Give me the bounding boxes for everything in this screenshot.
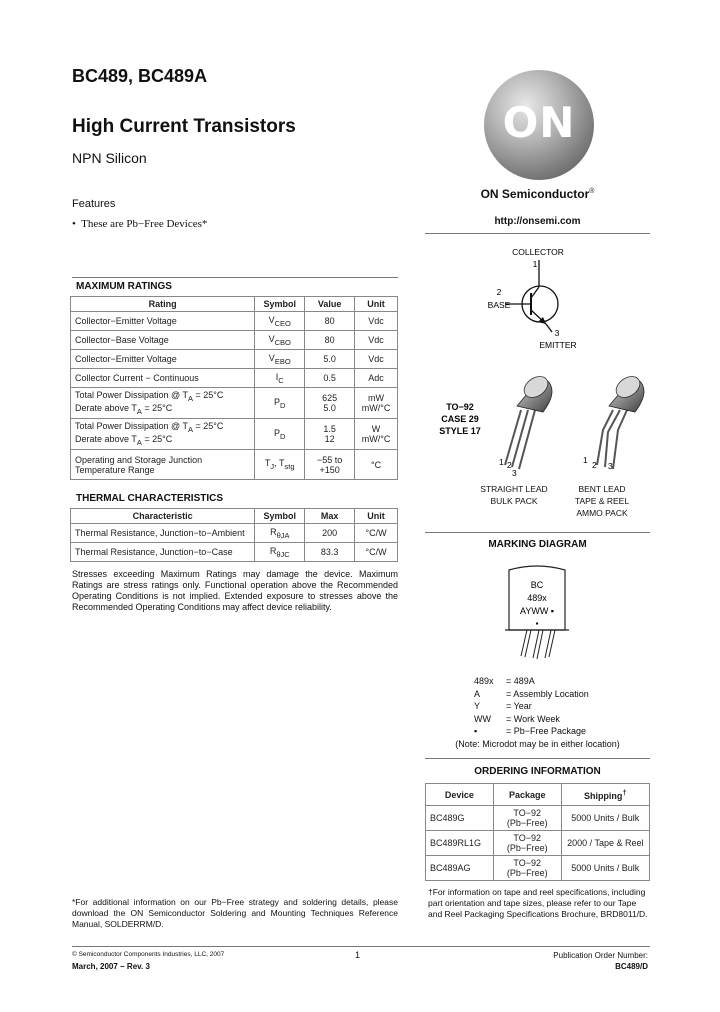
col-header: Rating [71,297,255,312]
symbol-cell: $R_{\theta JC}$ [255,543,305,562]
marking-line: AYWW ▪ [519,606,555,616]
col-header: Unit [355,297,398,312]
case-line: STYLE 17 [439,426,481,436]
max-cell: 200 [305,524,355,543]
table-row [71,331,398,350]
revision-date: March, 2007 − Rev. 3 [72,962,150,971]
table-row [71,450,398,480]
legend-row: A = Assembly Location [474,688,589,699]
col-header: Symbol [255,297,305,312]
emitter-label: EMITTER [539,340,577,350]
symbol-cell: $P_D$ [255,388,305,419]
char-cell: Thermal Resistance, Junction−to−Ambient [71,524,255,543]
rating-cell: Collector−Emitter Voltage [71,350,255,369]
thermal-title: THERMAL CHARACTERISTICS [76,493,224,504]
unit-cell: Vdc [355,350,398,369]
package-cell: TO−92 (Pb−Free) [493,856,561,881]
marking-line: ▪ [535,619,539,628]
subtitle: NPN Silicon [72,150,147,166]
divider [72,277,398,278]
unit-cell: °C [355,450,398,480]
col-header: Device [426,784,494,806]
shipping-cell: 2000 / Tape & Reel [561,831,649,856]
col-header: Unit [355,509,398,524]
rating-cell: Collector−Emitter Voltage [71,312,255,331]
transistor-schematic [425,240,650,355]
main-title: High Current Transistors [72,116,296,137]
table-header-row [71,297,398,312]
device-cell: BC489RL1G [426,831,494,856]
bent-lead-package [597,372,644,469]
marking-legend [474,675,654,738]
value-cell: 1.5 12 [305,419,355,450]
pin-label: 2 [507,460,512,470]
ordering-table [425,783,650,881]
rating-cell: Collector Current − Continuous [71,369,255,388]
unit-cell: Vdc [355,312,398,331]
symbol-cell: $P_D$ [255,419,305,450]
table-header-row [426,784,650,806]
company-text: ON Semiconductor [480,187,590,201]
symbol-cell: $I_C$ [255,369,305,388]
logo-text: ON [502,98,576,147]
case-line: TO−92 [446,402,474,412]
package-cell: TO−92 (Pb−Free) [493,831,561,856]
trademark-symbol: ® [589,188,595,195]
col-header: Max [305,509,355,524]
thermal-table [70,508,398,562]
legend-row: Y = Year [474,701,532,712]
unit-cell: °C/W [355,524,398,543]
feature-item: • These are Pb−Free Devices* [72,218,208,230]
rating-cell: Operating and Storage Junction Temperature Range [71,450,255,480]
table-row [426,806,650,831]
bent-lead-label: BENT LEAD TAPE & REEL AMMO PACK [574,484,630,518]
pin-label: 1 [583,455,588,465]
rating-cell: Collector−Base Voltage [71,331,255,350]
copyright: © Semiconductor Components Industries, LLC, 2007 [72,951,225,958]
feature-text: These are Pb−Free Devices* [81,218,208,230]
table-row [71,543,398,562]
collector-line [531,287,539,298]
marking-title: MARKING DIAGRAM [488,539,587,550]
on-logo-icon [484,70,594,180]
max-ratings-title: MAXIMUM RATINGS [76,281,172,292]
value-cell: 80 [305,312,355,331]
company-name [425,187,650,201]
pbfree-footnote: *For additional information on our Pb−Free strategy and soldering details, please download the ON Semiconductor Soldering and Mounting Techniques Reference Manual, SOLDERRM/D. [72,897,398,929]
pin1-label: 1 [532,259,538,269]
unit-cell: °C/W [355,543,398,562]
unit-cell: mW mW/°C [355,388,398,419]
marking-line: BC [530,580,544,590]
publication-number: BC489/D [615,962,648,971]
symbol-cell: $V_{CEO}$ [255,312,305,331]
pin-label: 3 [512,468,517,478]
publication-label: Publication Order Number: [553,951,648,960]
symbol-cell: $R_{\theta JA}$ [255,524,305,543]
marking-diagram [495,564,585,664]
col-header: Package [493,784,561,806]
tape-reel-footnote: †For information on tape and reel specifications, including part orientation and tape sizes, please refer to our Tape and Reel Packaging Specifications Brochure, BRD8011/D. [428,887,648,919]
char-cell: Thermal Resistance, Junction−to−Case [71,543,255,562]
col-header: Value [305,297,355,312]
value-cell: 625 5.0 [305,388,355,419]
pin3-label: 3 [554,328,560,338]
unit-cell: Adc [355,369,398,388]
package-drawings [425,368,650,478]
value-cell: 80 [305,331,355,350]
collector-label: COLLECTOR [512,247,564,257]
legend-row: ▪ = Pb−Free Package [474,726,587,737]
divider [425,532,650,533]
company-url[interactable]: http://onsemi.com [494,216,581,227]
device-cell: BC489G [426,806,494,831]
symbol-cell: $V_{EBO}$ [255,350,305,369]
divider [425,758,650,759]
legend-row: WW = Work Week [474,713,560,724]
shipping-cell: 5000 Units / Bulk [561,856,649,881]
legend-row: 489x = 489A [474,676,535,686]
table-row [71,369,398,388]
table-row [71,524,398,543]
rating-cell: Total Power Dissipation @ $T_A = 25^\circ C$ Derate above $T_A = 25^\circ C$ [71,419,255,450]
symbol-cell: $T_J$, $T_{stg}$ [255,450,305,480]
pin-label: 3 [608,461,613,471]
symbol-cell: $V_{CBO}$ [255,331,305,350]
package-cell: TO−92 (Pb−Free) [493,806,561,831]
value-cell: 5.0 [305,350,355,369]
max-cell: 83.3 [305,543,355,562]
table-row [426,856,650,881]
table-row [71,312,398,331]
table-row [71,350,398,369]
straight-lead-label: STRAIGHT LEAD BULK PACK [480,484,548,506]
divider [425,233,650,234]
table-row [71,419,398,450]
table-row [426,831,650,856]
unit-cell: Vdc [355,331,398,350]
col-header: Shipping† [561,784,649,806]
table-row [71,388,398,419]
device-cell: BC489AG [426,856,494,881]
col-header: Characteristic [71,509,255,524]
emitter-lead [546,324,552,332]
page-number: 1 [355,950,361,960]
col-header: Symbol [255,509,305,524]
ordering-title: ORDERING INFORMATION [474,766,601,777]
pin-label: 1 [499,457,504,467]
value-cell: −55 to +150 [305,450,355,480]
value-cell: 0.5 [305,369,355,388]
unit-cell: W mW/°C [355,419,398,450]
footer-divider [72,946,650,947]
rating-cell: Total Power Dissipation @ $T_A = 25^\circ C$ Derate above $T_A = 25^\circ C$ [71,388,255,419]
marking-note: (Note: Microdot may be in either location) [455,739,620,749]
base-label: BASE [487,300,511,310]
part-title: BC489, BC489A [72,66,208,86]
pin-label: 2 [592,460,597,470]
pin2-label: 2 [496,287,502,297]
shipping-cell: 5000 Units / Bulk [561,806,649,831]
max-ratings-table [70,296,398,480]
table-header-row [71,509,398,524]
marking-line: 489x [527,593,547,603]
case-line: CASE 29 [441,414,479,424]
stress-note: Stresses exceeding Maximum Ratings may damage the device. Maximum Ratings are stress ratings only. Functional operation above the Recommended Operating Conditions is not implied. Extended exposure to stresses above the Recommended Operating Conditions may affect device reliability. [72,569,398,612]
features-label: Features [72,198,116,210]
straight-lead-package [505,372,552,469]
